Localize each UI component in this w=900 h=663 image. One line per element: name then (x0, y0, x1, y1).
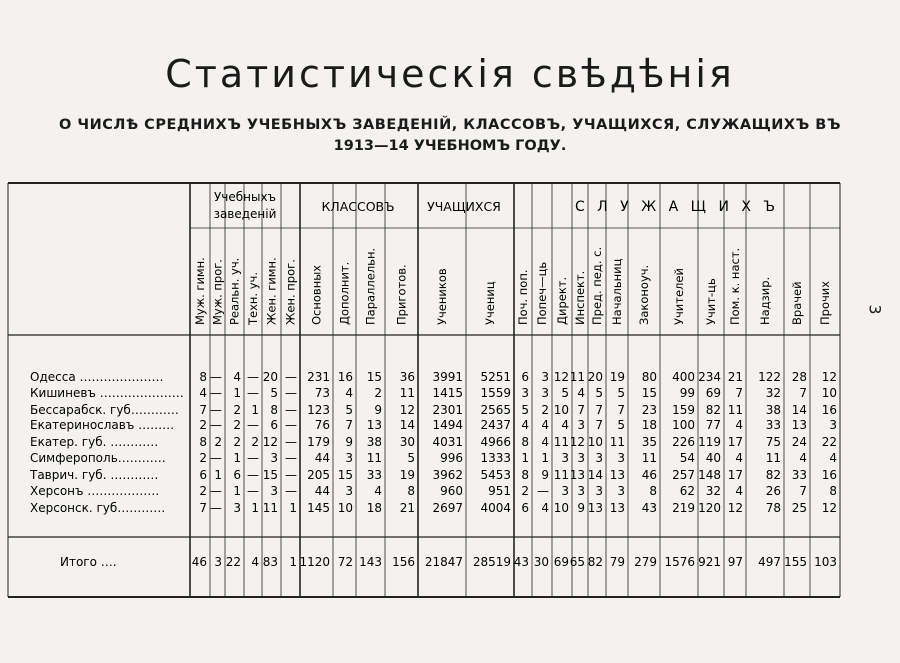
table-cell: 16 (821, 403, 837, 417)
table-cell: 5 (407, 451, 415, 465)
table-cell: 5 (521, 403, 529, 417)
table-cell: 6 (521, 501, 529, 515)
table-cell: 6 (199, 468, 207, 482)
column-header: Начальниц (610, 258, 624, 325)
table-cell: 20 (587, 370, 603, 384)
table-cell: 17 (727, 468, 743, 482)
table-cell: 8 (649, 484, 657, 498)
total-cell: 103 (814, 555, 837, 569)
table-cell: 123 (307, 403, 330, 417)
table-cell: 12 (399, 403, 415, 417)
table-cell: 996 (440, 451, 463, 465)
subtitle-line-2: 1913—14 УЧЕБНОМЪ ГОДУ. (333, 138, 567, 154)
table-cell: — (285, 370, 297, 384)
table-cell: 6 (233, 468, 241, 482)
column-header: Техн. уч. (246, 272, 260, 325)
table-cell: 32 (765, 386, 781, 400)
total-cell: 497 (758, 555, 781, 569)
column-header: Инспект. (573, 270, 587, 325)
table-cell: 2 (541, 403, 549, 417)
table-cell: 18 (366, 501, 382, 515)
table-cell: 8 (199, 435, 207, 449)
table-cell: 12 (727, 501, 743, 515)
table-cell: — (247, 370, 259, 384)
table-cell: 13 (366, 418, 382, 432)
table-cell: 1 (214, 468, 222, 482)
table-cell: 7 (595, 418, 603, 432)
total-cell: 65 (569, 555, 585, 569)
column-header: Муж. прог. (210, 259, 225, 325)
table-cell: — (210, 501, 222, 515)
table-cell: 10 (553, 501, 569, 515)
table-cell: 11 (553, 468, 569, 482)
table-cell: 15 (262, 468, 278, 482)
table-cell: 35 (641, 435, 657, 449)
table-cell: 12 (821, 501, 837, 515)
table-cell: 10 (587, 435, 603, 449)
table-cell: 5 (561, 386, 569, 400)
table-cell: 7 (595, 403, 603, 417)
group-header-zavedeniy-1: Учебныхъ (213, 190, 277, 204)
table-cell: 16 (337, 370, 353, 384)
table-cell: 80 (641, 370, 657, 384)
table-cell: 17 (727, 435, 743, 449)
column-header: Муж. гимн. (193, 257, 207, 325)
table-cell: 77 (705, 418, 721, 432)
table-cell: 3962 (432, 468, 463, 482)
table-cell: 257 (672, 468, 695, 482)
table-cell: 82 (705, 403, 721, 417)
group-header-uchaschikhsya: УЧАЩИХСЯ (427, 199, 501, 214)
table-cell: 10 (553, 403, 569, 417)
table-cell: 14 (587, 468, 603, 482)
table-cell: 11 (641, 451, 657, 465)
table-cell: — (210, 418, 222, 432)
table-cell: 159 (672, 403, 695, 417)
table-cell: 14 (791, 403, 807, 417)
table-cell: — (285, 386, 297, 400)
table-cell: 82 (765, 468, 781, 482)
table-cell: 2 (374, 386, 382, 400)
table-cell: 38 (765, 403, 781, 417)
table-cell: 122 (758, 370, 781, 384)
table-cell: 1 (541, 451, 549, 465)
table-cell: 1 (251, 501, 259, 515)
table-cell: 75 (765, 435, 781, 449)
total-cell: 921 (698, 555, 721, 569)
table-cell: 32 (705, 484, 721, 498)
table-cell: — (247, 418, 259, 432)
table-cell: 2 (233, 418, 241, 432)
table-cell: 1 (289, 501, 297, 515)
table-cell: 8 (521, 468, 529, 482)
table-cell: 4 (577, 386, 585, 400)
total-cell: 30 (533, 555, 549, 569)
total-cell: 21847 (424, 555, 463, 569)
table-cell: 15 (641, 386, 657, 400)
table-cell: 1 (521, 451, 529, 465)
table-cell: 11 (569, 370, 585, 384)
total-cell: 72 (337, 555, 353, 569)
table-cell: 2 (251, 435, 259, 449)
table-cell: 6 (270, 418, 278, 432)
table-cell: 5453 (480, 468, 511, 482)
table-cell: 11 (727, 403, 743, 417)
total-cell: 97 (727, 555, 743, 569)
table-cell: 3 (595, 484, 603, 498)
column-header: Пом. к. наст. (728, 247, 742, 325)
total-cell: 69 (553, 555, 569, 569)
table-cell: 4 (541, 435, 549, 449)
table-cell: 5 (617, 386, 625, 400)
table-cell: 4 (799, 451, 807, 465)
table-cell: 3 (829, 418, 837, 432)
table-cell: — (285, 435, 297, 449)
table-cell: 11 (399, 386, 415, 400)
total-cell: 1576 (664, 555, 695, 569)
table-cell: 4 (521, 418, 529, 432)
table-cell: 145 (307, 501, 330, 515)
table-cell: 119 (698, 435, 721, 449)
table-cell: 3 (541, 386, 549, 400)
table-cell: 54 (679, 451, 695, 465)
table-cell: 231 (307, 370, 330, 384)
table-cell: 9 (345, 435, 353, 449)
table-cell: — (210, 484, 222, 498)
table-cell: 10 (337, 501, 353, 515)
table-cell: 3 (577, 451, 585, 465)
row-label: Екатеринославъ ……… (30, 418, 175, 432)
total-cell: 3 (214, 555, 222, 569)
table-cell: 14 (399, 418, 415, 432)
table-cell: 6 (521, 370, 529, 384)
table-cell: 4004 (480, 501, 511, 515)
table-cell: 960 (440, 484, 463, 498)
table-cell: 12 (569, 435, 585, 449)
table-cell: — (247, 451, 259, 465)
table-cell: 100 (672, 418, 695, 432)
table-cell: 3 (233, 501, 241, 515)
table-cell: 2 (199, 451, 207, 465)
column-header: Законоуч. (637, 264, 651, 325)
table-cell: 2 (233, 435, 241, 449)
table-cell: 3 (577, 418, 585, 432)
column-header: Учителей (672, 268, 686, 325)
table-cell: 5 (617, 418, 625, 432)
column-header: Надзир. (758, 276, 772, 325)
column-header: Учеников (435, 268, 449, 325)
table-cell: 9 (541, 468, 549, 482)
column-header: Жен. гимн. (264, 257, 279, 325)
table-cell: 33 (765, 418, 781, 432)
table-cell: 38 (366, 435, 382, 449)
table-cell: 4 (735, 484, 743, 498)
total-cell: 156 (392, 555, 415, 569)
table-cell: 10 (821, 386, 837, 400)
column-header: Основных (309, 264, 324, 325)
total-cell: 43 (513, 555, 529, 569)
table-cell: 234 (698, 370, 721, 384)
table-cell: 73 (314, 386, 330, 400)
table-cell: 4 (561, 418, 569, 432)
column-header: Жен. прог. (283, 259, 298, 325)
table-cell: 8 (521, 435, 529, 449)
table-cell: 12 (553, 370, 569, 384)
column-header: Учит-ць (704, 278, 718, 325)
table-cell: 78 (765, 501, 781, 515)
table-cell: 1333 (480, 451, 511, 465)
table-cell: 4 (735, 418, 743, 432)
table-cell: 3 (617, 451, 625, 465)
table-cell: 44 (314, 484, 330, 498)
column-header: Врачей (790, 281, 804, 325)
table-cell: 2565 (480, 403, 511, 417)
column-header: Попеч—ць (535, 261, 549, 325)
table-cell: 3 (561, 451, 569, 465)
table-cell: 11 (262, 501, 278, 515)
table-cell: 19 (609, 370, 625, 384)
table-cell: 20 (262, 370, 278, 384)
table-cell: 8 (270, 403, 278, 417)
table-cell: 16 (821, 468, 837, 482)
table-cell: 13 (791, 418, 807, 432)
table-cell: 2301 (432, 403, 463, 417)
table-cell: 3 (617, 484, 625, 498)
table-cell: — (247, 468, 259, 482)
group-header-klassov: КЛАССОВЪ (321, 199, 395, 214)
table-cell: 11 (765, 451, 781, 465)
row-label: Одесса ………………… (30, 370, 164, 384)
total-cell: 279 (634, 555, 657, 569)
table-cell: 19 (399, 468, 415, 482)
column-header: Учениц (483, 281, 497, 325)
table-cell: 5251 (480, 370, 511, 384)
table-cell: 4966 (480, 435, 511, 449)
table-cell: 3 (345, 484, 353, 498)
table-cell: 13 (609, 468, 625, 482)
table-cell: — (285, 403, 297, 417)
total-cell: 1 (289, 555, 297, 569)
table-cell: 15 (366, 370, 382, 384)
column-header: Поч. поп. (516, 269, 530, 325)
table-cell: — (285, 451, 297, 465)
table-cell: 3 (345, 451, 353, 465)
table-cell: — (247, 386, 259, 400)
table-cell: — (210, 370, 222, 384)
table-cell: 13 (609, 501, 625, 515)
row-label: Кишиневъ ………………… (30, 386, 184, 400)
table-cell: 40 (705, 451, 721, 465)
table-cell: 13 (587, 501, 603, 515)
table-cell: 11 (553, 435, 569, 449)
table-cell: — (210, 386, 222, 400)
table-cell: — (210, 451, 222, 465)
table-cell: 1 (233, 484, 241, 498)
table-cell: 43 (641, 501, 657, 515)
table-cell: 11 (366, 451, 382, 465)
table-cell: 3 (270, 484, 278, 498)
table-cell: 12 (821, 370, 837, 384)
table-cell: 3 (595, 451, 603, 465)
table-cell: 2697 (432, 501, 463, 515)
table-cell: 25 (791, 501, 807, 515)
table-cell: 62 (679, 484, 695, 498)
table-cell: 7 (735, 386, 743, 400)
table-cell: 23 (641, 403, 657, 417)
subtitle-line-1: О ЧИСЛѢ СРЕДНИХЪ УЧЕБНЫХЪ ЗАВЕДЕНІЙ, КЛАССОВЪ, УЧАЩИХСЯ, СЛУЖАЩИХЪ ВЪ (59, 117, 841, 133)
table-cell: 5 (345, 403, 353, 417)
group-header-zavedeniy-2: заведеній (213, 207, 277, 221)
table-cell: 3 (521, 386, 529, 400)
group-header-sluzhaschikh: С Л У Ж А Щ И Х Ъ (574, 199, 780, 215)
table-cell: — (285, 468, 297, 482)
column-header: Приготов. (394, 264, 409, 325)
table-cell: 205 (307, 468, 330, 482)
table-cell: 33 (366, 468, 382, 482)
total-cell: 143 (359, 555, 382, 569)
table-cell: 8 (199, 370, 207, 384)
total-cell: 46 (191, 555, 207, 569)
table-cell: 3 (561, 484, 569, 498)
table-cell: 12 (262, 435, 278, 449)
table-cell: 1 (251, 403, 259, 417)
table-cell: 219 (672, 501, 695, 515)
table-cell: 2 (233, 403, 241, 417)
row-label: Екатер. губ. ………… (30, 435, 159, 449)
total-cell: 4 (251, 555, 259, 569)
table-cell: 7 (799, 386, 807, 400)
page-number: 3 (865, 304, 885, 315)
table-cell: 76 (314, 418, 330, 432)
table-cell: 28 (791, 370, 807, 384)
table-cell: 7 (199, 501, 207, 515)
table-cell: 4 (233, 370, 241, 384)
total-cell: 1120 (299, 555, 330, 569)
page-title: Статистическія свѣдѣнія (165, 52, 735, 96)
table-cell: 22 (821, 435, 837, 449)
table-cell: — (537, 484, 549, 498)
table-cell: 46 (641, 468, 657, 482)
total-cell: 155 (784, 555, 807, 569)
table-cell: 7 (617, 403, 625, 417)
column-header: Директ. (555, 276, 569, 325)
column-header: Параллельн. (363, 247, 378, 325)
table-cell: 18 (641, 418, 657, 432)
table-cell: 4 (541, 501, 549, 515)
table-cell: 1494 (432, 418, 463, 432)
column-header: Реальн. уч. (227, 257, 242, 325)
table-cell: 5 (270, 386, 278, 400)
table-cell: 2 (199, 484, 207, 498)
table-cell: 7 (199, 403, 207, 417)
row-label: Херсонск. губ………… (30, 501, 166, 515)
table-cell: 4 (374, 484, 382, 498)
table-cell: 2 (521, 484, 529, 498)
table-cell: 5 (595, 386, 603, 400)
table-cell: 2 (214, 435, 222, 449)
table-cell: 21 (727, 370, 743, 384)
table-cell: 4031 (432, 435, 463, 449)
row-label: Таврич. губ. ………… (30, 468, 159, 482)
column-header: Пред. пед. с. (590, 246, 604, 325)
table-cell: — (285, 484, 297, 498)
table-cell: 1 (233, 451, 241, 465)
table-cell: 4 (541, 418, 549, 432)
table-cell: 99 (679, 386, 695, 400)
table-cell: 44 (314, 451, 330, 465)
table-cell: 7 (577, 403, 585, 417)
table-cell: 13 (569, 468, 585, 482)
table-cell: 9 (374, 403, 382, 417)
table-cell: 69 (705, 386, 721, 400)
table-cell: 7 (799, 484, 807, 498)
table-cell: 3 (270, 451, 278, 465)
table-cell: 26 (765, 484, 781, 498)
row-label: Херсонъ ……………… (30, 484, 160, 498)
table-cell: 1 (233, 386, 241, 400)
total-cell: 79 (609, 555, 625, 569)
table-cell: 24 (791, 435, 807, 449)
table-cell: 4 (829, 451, 837, 465)
table-cell: 179 (307, 435, 330, 449)
table-cell: 2437 (480, 418, 511, 432)
table-cell: 2 (199, 418, 207, 432)
total-cell: 28519 (472, 555, 511, 569)
table-cell: 3991 (432, 370, 463, 384)
table-cell: 15 (337, 468, 353, 482)
table-cell: 8 (829, 484, 837, 498)
table-cell: 21 (399, 501, 415, 515)
table-cell: 4 (345, 386, 353, 400)
column-header: Дополнит. (337, 261, 352, 325)
table-cell: 1559 (480, 386, 511, 400)
total-label: Итого …. (60, 555, 117, 569)
total-cell: 83 (262, 555, 278, 569)
table-cell: 9 (577, 501, 585, 515)
table-cell: 30 (399, 435, 415, 449)
column-header: Прочих (818, 280, 832, 325)
table-cell: — (210, 403, 222, 417)
row-label: Симферополь………… (30, 451, 166, 465)
table-cell: 400 (672, 370, 695, 384)
table-cell: 7 (345, 418, 353, 432)
table-cell: — (285, 418, 297, 432)
table-cell: — (247, 484, 259, 498)
row-label: Бессарабск. губ………… (30, 403, 179, 417)
table-cell: 226 (672, 435, 695, 449)
table-cell: 120 (698, 501, 721, 515)
table-cell: 36 (399, 370, 415, 384)
table-cell: 1415 (432, 386, 463, 400)
table-cell: 951 (488, 484, 511, 498)
total-cell: 82 (587, 555, 603, 569)
table-cell: 3 (577, 484, 585, 498)
table-cell: 4 (199, 386, 207, 400)
table-cell: 8 (407, 484, 415, 498)
total-cell: 22 (225, 555, 241, 569)
table-cell: 4 (735, 451, 743, 465)
table-cell: 3 (541, 370, 549, 384)
table-cell: 148 (698, 468, 721, 482)
table-cell: 11 (609, 435, 625, 449)
table-cell: 33 (791, 468, 807, 482)
